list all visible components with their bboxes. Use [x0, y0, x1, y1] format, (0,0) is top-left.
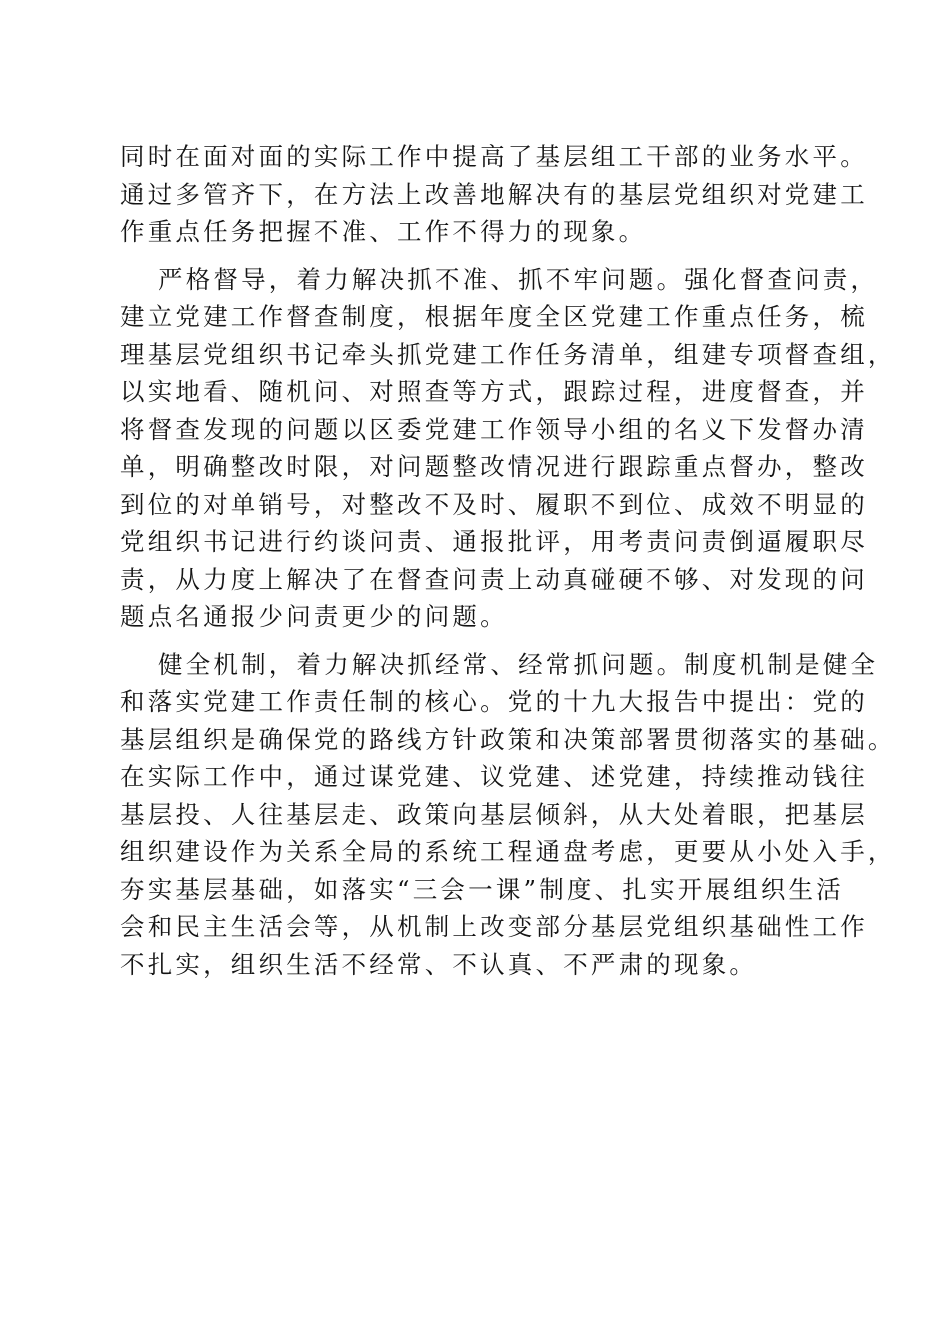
text-line: 夯实基层基础，如落实“三会一课”制度、扎实开展组织生活	[120, 874, 844, 904]
text-line: 在实际工作中，通过谋党建、议党建、述党建，持续推动钱往	[120, 762, 868, 791]
text-line: 以实地看、随机问、对照查等方式，跟踪过程，进度督查，并	[120, 377, 868, 406]
text-line: 基层组织是确保党的路线方针政策和决策部署贯彻落实的基础。	[120, 724, 896, 754]
text-line: 通过多管齐下，在方法上改善地解决有的基层党组织对党建工	[120, 179, 868, 209]
text-line: 单，明确整改时限，对问题整改情况进行跟踪重点督办，整改	[120, 452, 868, 481]
document-body	[120, 138, 896, 983]
text-line: 作重点任务把握不准、工作不得力的现象。	[120, 217, 647, 246]
text-line: 严格督导，着力解决抓不准、抓不牢问题。强化督查问责，	[158, 264, 879, 294]
text-line: 健全机制，着力解决抓经常、经常抓问题。制度机制是健全	[158, 649, 879, 679]
text-line: 和落实党建工作责任制的核心。党的十九大报告中提出：党的	[120, 687, 868, 716]
text-line: 同时在面对面的实际工作中提高了基层组工干部的业务水平。	[120, 142, 868, 171]
paragraph-sound-mechanism	[120, 646, 896, 984]
text-line: 题点名通报少问责更少的问题。	[120, 602, 508, 631]
paragraph-strict-supervision	[120, 261, 896, 636]
text-line: 将督查发现的问题以区委党建工作领导小组的名义下发督办清	[120, 414, 868, 444]
text-line: 组织建设作为关系全局的系统工程通盘考虑，更要从小处入手，	[120, 837, 896, 866]
paragraph-continuation	[120, 138, 868, 251]
text-line: 基层投、人往基层走、政策向基层倾斜，从大处着眼，把基层	[120, 799, 868, 829]
text-line: 理基层党组织书记牵头抓党建工作任务清单，组建专项督查组，	[120, 339, 896, 369]
text-line: 党组织书记进行约谈问责、通报批评，用考责问责倒逼履职尽	[120, 527, 868, 556]
text-line: 到位的对单销号，对整改不及时、履职不到位、成效不明显的	[120, 489, 868, 519]
text-line: 不扎实，组织生活不经常、不认真、不严肃的现象。	[120, 949, 758, 979]
text-line: 会和民主生活会等，从机制上改变部分基层党组织基础性工作	[120, 912, 868, 941]
text-line: 建立党建工作督查制度，根据年度全区党建工作重点任务，梳	[120, 302, 868, 331]
text-line: 责，从力度上解决了在督查问责上动真碰硬不够、对发现的问	[120, 564, 868, 594]
